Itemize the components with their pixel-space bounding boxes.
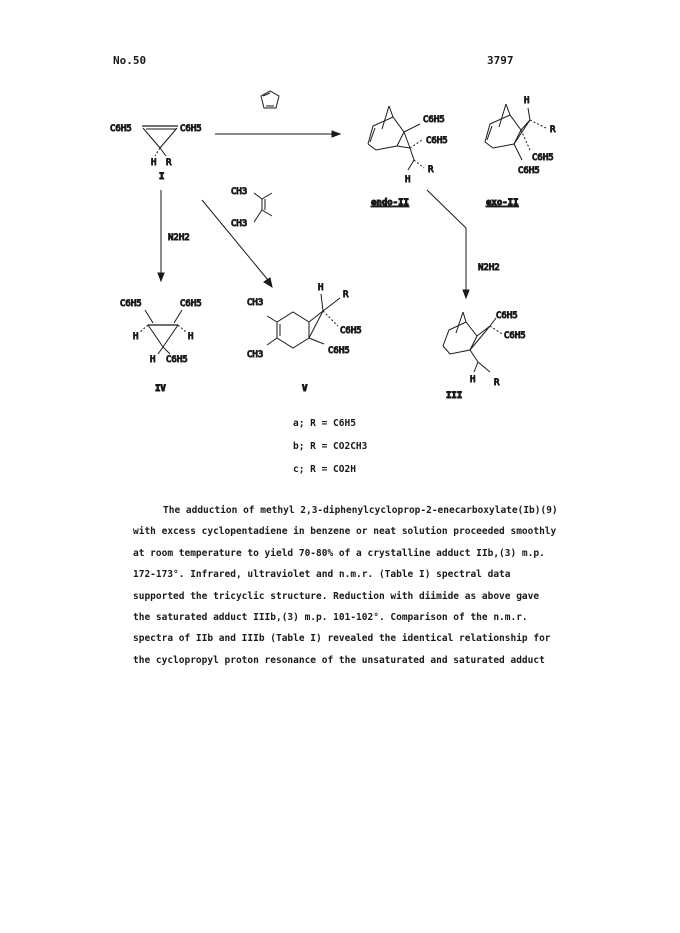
label-c6h5-iii-1: C6H5	[496, 311, 518, 321]
label-n2h2-left: N2H2	[168, 233, 190, 243]
label-h-iv-2: H	[188, 332, 194, 342]
label-c6h5-right: C6H5	[180, 124, 202, 134]
label-h-iii: H	[470, 375, 476, 385]
page-number: 3797	[487, 54, 514, 67]
body-line-5: supported the tricyclic structure. Reduction with diimide as above gave	[133, 590, 540, 602]
arrow-I-to-IV	[158, 190, 190, 281]
body-line-3: at room temperature to yield 70-80% of a crystalline adduct IIb,(3) m.p.	[133, 547, 545, 559]
compound-label-I: I	[159, 172, 165, 182]
label-c6h5-v-2: C6H5	[328, 346, 350, 356]
body-line-1: The adduction of methyl 2,3-diphenylcycloprop-2-enecarboxylate(Ib)(9)	[163, 505, 558, 516]
structure-IV	[120, 299, 202, 394]
body-line-6: the saturated adduct IIIb,(3) m.p. 101-102°. Comparison of the n.m.r.	[133, 612, 528, 624]
label-ch3-v-1: CH3	[247, 298, 264, 308]
label-r: R	[166, 158, 172, 168]
reagent-dimethylbutadiene	[231, 187, 272, 229]
label-h: H	[151, 158, 157, 168]
body-line-2: with excess cyclopentadiene in benzene or neat solution proceeded smoothly	[133, 526, 557, 538]
label-ch3-v-2: CH3	[247, 350, 264, 360]
structure-V	[247, 283, 362, 394]
label-c6h5-endo-1: C6H5	[423, 115, 445, 125]
label-h-iv-1: H	[133, 332, 139, 342]
label-c6h5-iii-2: C6H5	[504, 331, 526, 341]
journal-number: No.50	[113, 54, 147, 67]
label-c6h5-exo-1: C6H5	[532, 153, 554, 163]
label-h-exo: H	[524, 96, 530, 106]
structure-exo-II	[485, 96, 556, 208]
label-h-endo: H	[405, 175, 411, 185]
label-c6h5-exo-2: C6H5	[518, 166, 540, 176]
body-line-4: 172-173°. Infrared, ultraviolet and n.m.r. (Table I) spectral data	[133, 569, 511, 581]
label-c6h5-iv-2: C6H5	[180, 299, 202, 309]
compound-label-III: III	[446, 391, 463, 401]
legend-a: a; R = C6H5	[293, 418, 356, 429]
label-r-exo: R	[550, 125, 556, 135]
label-c6h5-left: C6H5	[110, 124, 132, 134]
label-h-v: H	[318, 283, 324, 293]
compound-label-IV: IV	[155, 384, 166, 394]
label-r-iii: R	[494, 378, 500, 388]
structure-III	[443, 311, 526, 401]
label-r-v: R	[343, 290, 349, 300]
label-c6h5-iv-1: C6H5	[120, 299, 142, 309]
body-line-7: spectra of IIb and IIIb (Table I) revealed the identical relationship for	[133, 633, 551, 645]
body-line-8: the cyclopropyl proton resonance of the unsaturated and saturated adduct	[133, 654, 545, 666]
arrow-I-to-V	[202, 200, 272, 287]
reagent-cyclopentadiene	[261, 91, 279, 108]
arrow-I-to-II	[215, 131, 340, 137]
label-ch3-top: CH3	[231, 187, 248, 197]
label-r-endo: R	[428, 165, 434, 175]
compound-label-endo-II: endo-II	[371, 198, 409, 208]
structure-endo-II	[368, 106, 448, 208]
label-ch3-bottom: CH3	[231, 219, 248, 229]
label-c6h5-iv-3: C6H5	[166, 355, 188, 365]
label-c6h5-endo-2: C6H5	[426, 136, 448, 146]
body-paragraph	[133, 500, 558, 671]
label-n2h2-right: N2H2	[478, 263, 500, 273]
compound-label-V: V	[302, 384, 308, 394]
label-c6h5-v-1: C6H5	[340, 326, 362, 336]
legend-c: c; R = CO2H	[293, 464, 356, 475]
label-h-iv-3: H	[150, 355, 156, 365]
compound-label-exo-II: exo-II	[486, 198, 519, 208]
legend-b: b; R = CO2CH3	[293, 441, 368, 452]
structure-I	[110, 124, 202, 182]
